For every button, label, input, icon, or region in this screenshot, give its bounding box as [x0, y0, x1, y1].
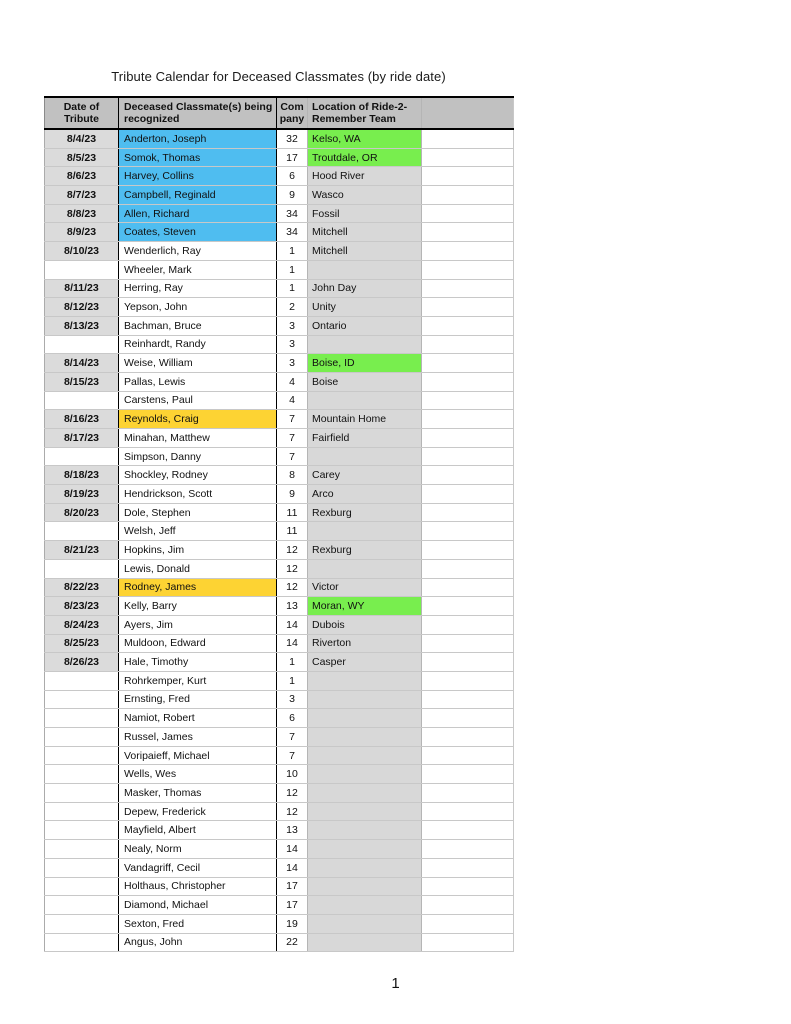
date-cell: 8/17/23 [45, 429, 119, 448]
date-cell [45, 802, 119, 821]
table-row [45, 728, 514, 747]
page-title: Tribute Calendar for Deceased Classmates (by ride date) [111, 69, 446, 84]
company-cell: 2 [277, 298, 308, 317]
location-cell: Boise, ID [308, 354, 422, 373]
company-cell: 3 [277, 316, 308, 335]
name-cell: Allen, Richard [119, 204, 277, 223]
date-cell [45, 391, 119, 410]
table-row [45, 260, 514, 279]
date-cell [45, 840, 119, 859]
company-cell: 12 [277, 802, 308, 821]
name-cell: Carstens, Paul [119, 391, 277, 410]
company-cell: 34 [277, 223, 308, 242]
table-row [45, 485, 514, 504]
date-cell [45, 522, 119, 541]
date-cell [45, 690, 119, 709]
extra-cell [422, 784, 514, 803]
extra-cell [422, 709, 514, 728]
location-cell: Kelso, WA [308, 129, 422, 148]
name-cell: Namiot, Robert [119, 709, 277, 728]
extra-cell [422, 167, 514, 186]
date-cell: 8/4/23 [45, 129, 119, 148]
table-row [45, 391, 514, 410]
extra-cell [422, 578, 514, 597]
date-cell: 8/10/23 [45, 242, 119, 261]
location-cell [308, 746, 422, 765]
extra-cell [422, 186, 514, 205]
name-cell: Muldoon, Edward [119, 634, 277, 653]
company-cell: 13 [277, 821, 308, 840]
name-cell: Ayers, Jim [119, 615, 277, 634]
extra-cell [422, 335, 514, 354]
table-row [45, 466, 514, 485]
location-cell: Riverton [308, 634, 422, 653]
company-cell: 7 [277, 728, 308, 747]
location-cell: Dubois [308, 615, 422, 634]
location-cell: Rexburg [308, 541, 422, 560]
company-cell: 32 [277, 129, 308, 148]
company-cell: 14 [277, 634, 308, 653]
location-cell: Fairfield [308, 429, 422, 448]
extra-cell [422, 728, 514, 747]
name-cell: Dole, Stephen [119, 503, 277, 522]
header-ride2remember-location: Location of Ride-2-Remember Team [308, 97, 422, 129]
table-row [45, 242, 514, 261]
table-row [45, 858, 514, 877]
extra-cell [422, 279, 514, 298]
extra-cell [422, 896, 514, 915]
company-cell: 4 [277, 372, 308, 391]
company-cell: 11 [277, 522, 308, 541]
extra-cell [422, 466, 514, 485]
table-row [45, 784, 514, 803]
extra-cell [422, 615, 514, 634]
extra-cell [422, 877, 514, 896]
company-cell: 14 [277, 615, 308, 634]
location-cell: Fossil [308, 204, 422, 223]
location-cell: Boise [308, 372, 422, 391]
location-cell [308, 858, 422, 877]
name-cell: Campbell, Reginald [119, 186, 277, 205]
company-cell: 1 [277, 260, 308, 279]
extra-cell [422, 503, 514, 522]
table-row [45, 765, 514, 784]
company-cell: 1 [277, 279, 308, 298]
name-cell: Rohrkemper, Kurt [119, 671, 277, 690]
company-cell: 3 [277, 354, 308, 373]
location-cell [308, 391, 422, 410]
table-row [45, 671, 514, 690]
name-cell: Wenderlich, Ray [119, 242, 277, 261]
extra-cell [422, 447, 514, 466]
table-row [45, 914, 514, 933]
extra-cell [422, 242, 514, 261]
date-cell [45, 877, 119, 896]
date-cell: 8/18/23 [45, 466, 119, 485]
extra-cell [422, 802, 514, 821]
table-row [45, 840, 514, 859]
date-cell [45, 765, 119, 784]
location-cell [308, 728, 422, 747]
company-cell: 3 [277, 335, 308, 354]
company-cell: 12 [277, 784, 308, 803]
name-cell: Kelly, Barry [119, 597, 277, 616]
company-cell: 11 [277, 503, 308, 522]
table-row [45, 821, 514, 840]
location-cell: Carey [308, 466, 422, 485]
company-cell: 6 [277, 709, 308, 728]
table-row [45, 933, 514, 952]
extra-cell [422, 559, 514, 578]
table-row [45, 597, 514, 616]
name-cell: Pallas, Lewis [119, 372, 277, 391]
extra-cell [422, 858, 514, 877]
table-row [45, 746, 514, 765]
table-row [45, 354, 514, 373]
location-cell [308, 447, 422, 466]
date-cell: 8/6/23 [45, 167, 119, 186]
extra-cell [422, 260, 514, 279]
header-company: Com pany [277, 97, 308, 129]
name-cell: Simpson, Danny [119, 447, 277, 466]
extra-cell [422, 690, 514, 709]
date-cell [45, 821, 119, 840]
table-row [45, 802, 514, 821]
date-cell [45, 933, 119, 952]
extra-cell [422, 298, 514, 317]
company-cell: 6 [277, 167, 308, 186]
table-row [45, 503, 514, 522]
company-cell: 14 [277, 858, 308, 877]
extra-cell [422, 316, 514, 335]
table-row [45, 541, 514, 560]
name-cell: Anderton, Joseph [119, 129, 277, 148]
location-cell [308, 784, 422, 803]
table-row [45, 223, 514, 242]
name-cell: Bachman, Bruce [119, 316, 277, 335]
date-cell: 8/8/23 [45, 204, 119, 223]
date-cell: 8/21/23 [45, 541, 119, 560]
date-cell: 8/7/23 [45, 186, 119, 205]
name-cell: Hopkins, Jim [119, 541, 277, 560]
extra-cell [422, 653, 514, 672]
company-cell: 12 [277, 541, 308, 560]
date-cell [45, 914, 119, 933]
location-cell [308, 877, 422, 896]
tribute-calendar-table [44, 96, 514, 952]
page-number: 1 [391, 975, 400, 992]
date-cell: 8/9/23 [45, 223, 119, 242]
location-cell: Moran, WY [308, 597, 422, 616]
table-row [45, 316, 514, 335]
name-cell: Holthaus, Christopher [119, 877, 277, 896]
date-cell: 8/14/23 [45, 354, 119, 373]
company-cell: 9 [277, 186, 308, 205]
name-cell: Reynolds, Craig [119, 410, 277, 429]
location-cell: Mountain Home [308, 410, 422, 429]
date-cell [45, 709, 119, 728]
extra-cell [422, 821, 514, 840]
location-cell: Unity [308, 298, 422, 317]
name-cell: Rodney, James [119, 578, 277, 597]
table-row [45, 709, 514, 728]
table-row [45, 186, 514, 205]
company-cell: 4 [277, 391, 308, 410]
name-cell: Ernsting, Fred [119, 690, 277, 709]
company-cell: 1 [277, 242, 308, 261]
location-cell [308, 914, 422, 933]
location-cell [308, 690, 422, 709]
name-cell: Depew, Frederick [119, 802, 277, 821]
table-row [45, 429, 514, 448]
date-cell [45, 335, 119, 354]
location-cell: Rexburg [308, 503, 422, 522]
location-cell [308, 840, 422, 859]
header-deceased-classmates: Deceased Classmate(s) being recognized [119, 97, 277, 129]
location-cell [308, 765, 422, 784]
company-cell: 3 [277, 690, 308, 709]
name-cell: Masker, Thomas [119, 784, 277, 803]
date-cell: 8/16/23 [45, 410, 119, 429]
extra-cell [422, 914, 514, 933]
name-cell: Nealy, Norm [119, 840, 277, 859]
location-cell [308, 335, 422, 354]
name-cell: Weise, William [119, 354, 277, 373]
date-cell [45, 559, 119, 578]
name-cell: Shockley, Rodney [119, 466, 277, 485]
name-cell: Diamond, Michael [119, 896, 277, 915]
company-cell: 7 [277, 746, 308, 765]
company-cell: 17 [277, 877, 308, 896]
extra-cell [422, 148, 514, 167]
extra-cell [422, 391, 514, 410]
location-cell: Troutdale, OR [308, 148, 422, 167]
company-cell: 7 [277, 447, 308, 466]
company-cell: 14 [277, 840, 308, 859]
extra-cell [422, 522, 514, 541]
extra-cell [422, 372, 514, 391]
location-cell [308, 896, 422, 915]
date-cell: 8/19/23 [45, 485, 119, 504]
date-cell: 8/13/23 [45, 316, 119, 335]
location-cell [308, 559, 422, 578]
table-row [45, 148, 514, 167]
name-cell: Voripaieff, Michael [119, 746, 277, 765]
extra-cell [422, 129, 514, 148]
table-row [45, 372, 514, 391]
extra-cell [422, 634, 514, 653]
name-cell: Sexton, Fred [119, 914, 277, 933]
table-body [45, 129, 514, 952]
table-row [45, 615, 514, 634]
company-cell: 17 [277, 896, 308, 915]
extra-cell [422, 765, 514, 784]
date-cell [45, 728, 119, 747]
company-cell: 22 [277, 933, 308, 952]
company-cell: 12 [277, 559, 308, 578]
date-cell: 8/24/23 [45, 615, 119, 634]
company-cell: 12 [277, 578, 308, 597]
location-cell: Victor [308, 578, 422, 597]
date-cell: 8/20/23 [45, 503, 119, 522]
company-cell: 17 [277, 148, 308, 167]
date-cell: 8/26/23 [45, 653, 119, 672]
date-cell: 8/25/23 [45, 634, 119, 653]
header-row [45, 97, 514, 129]
company-cell: 9 [277, 485, 308, 504]
company-cell: 19 [277, 914, 308, 933]
name-cell: Yepson, John [119, 298, 277, 317]
table-row [45, 522, 514, 541]
extra-cell [422, 410, 514, 429]
location-cell [308, 260, 422, 279]
location-cell: Casper [308, 653, 422, 672]
location-cell [308, 821, 422, 840]
table-row [45, 634, 514, 653]
table-row [45, 877, 514, 896]
name-cell: Mayfield, Albert [119, 821, 277, 840]
extra-cell [422, 541, 514, 560]
table-row [45, 559, 514, 578]
table-row [45, 167, 514, 186]
table-row [45, 653, 514, 672]
company-cell: 7 [277, 429, 308, 448]
extra-cell [422, 840, 514, 859]
date-cell [45, 260, 119, 279]
location-cell: Arco [308, 485, 422, 504]
location-cell [308, 709, 422, 728]
date-cell [45, 671, 119, 690]
company-cell: 10 [277, 765, 308, 784]
name-cell: Russel, James [119, 728, 277, 747]
location-cell [308, 522, 422, 541]
location-cell: Wasco [308, 186, 422, 205]
extra-cell [422, 597, 514, 616]
name-cell: Wheeler, Mark [119, 260, 277, 279]
location-cell [308, 933, 422, 952]
extra-cell [422, 746, 514, 765]
table-row [45, 447, 514, 466]
table-row [45, 410, 514, 429]
company-cell: 7 [277, 410, 308, 429]
name-cell: Hendrickson, Scott [119, 485, 277, 504]
extra-cell [422, 354, 514, 373]
table-row [45, 204, 514, 223]
name-cell: Somok, Thomas [119, 148, 277, 167]
extra-cell [422, 429, 514, 448]
extra-cell [422, 485, 514, 504]
name-cell: Coates, Steven [119, 223, 277, 242]
name-cell: Minahan, Matthew [119, 429, 277, 448]
name-cell: Harvey, Collins [119, 167, 277, 186]
name-cell: Hale, Timothy [119, 653, 277, 672]
location-cell: Mitchell [308, 242, 422, 261]
location-cell: John Day [308, 279, 422, 298]
date-cell: 8/5/23 [45, 148, 119, 167]
date-cell [45, 858, 119, 877]
table-row [45, 896, 514, 915]
company-cell: 34 [277, 204, 308, 223]
date-cell: 8/12/23 [45, 298, 119, 317]
table-row [45, 690, 514, 709]
extra-cell [422, 671, 514, 690]
company-cell: 8 [277, 466, 308, 485]
date-cell: 8/23/23 [45, 597, 119, 616]
location-cell [308, 671, 422, 690]
company-cell: 13 [277, 597, 308, 616]
table-header [45, 97, 514, 129]
table-row [45, 335, 514, 354]
name-cell: Herring, Ray [119, 279, 277, 298]
date-cell [45, 896, 119, 915]
table-row [45, 578, 514, 597]
name-cell: Lewis, Donald [119, 559, 277, 578]
date-cell [45, 447, 119, 466]
company-cell: 1 [277, 671, 308, 690]
date-cell: 8/15/23 [45, 372, 119, 391]
location-cell: Hood River [308, 167, 422, 186]
extra-cell [422, 204, 514, 223]
name-cell: Angus, John [119, 933, 277, 952]
name-cell: Welsh, Jeff [119, 522, 277, 541]
location-cell: Mitchell [308, 223, 422, 242]
location-cell: Ontario [308, 316, 422, 335]
name-cell: Vandagriff, Cecil [119, 858, 277, 877]
header-date-of-tribute: Date of Tribute [45, 97, 119, 129]
name-cell: Wells, Wes [119, 765, 277, 784]
name-cell: Reinhardt, Randy [119, 335, 277, 354]
header-extra-column [422, 97, 514, 129]
extra-cell [422, 223, 514, 242]
date-cell: 8/22/23 [45, 578, 119, 597]
company-cell: 1 [277, 653, 308, 672]
location-cell [308, 802, 422, 821]
table-row [45, 298, 514, 317]
table-row [45, 279, 514, 298]
date-cell [45, 784, 119, 803]
date-cell [45, 746, 119, 765]
table-row [45, 129, 514, 148]
date-cell: 8/11/23 [45, 279, 119, 298]
extra-cell [422, 933, 514, 952]
